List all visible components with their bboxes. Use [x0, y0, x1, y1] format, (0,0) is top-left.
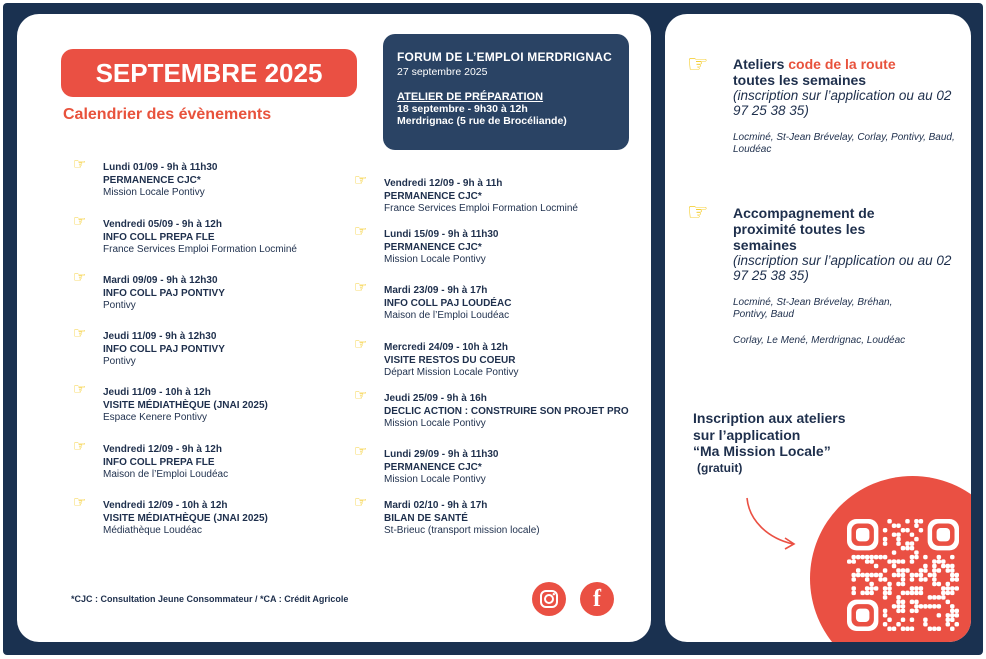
footnote: *CJC : Consultation Jeune Consommateur / *CA : Crédit Agricole [71, 594, 349, 604]
forum-atelier: ATELIER DE PRÉPARATION [397, 91, 544, 103]
pointing-hand-icon: ☞ [354, 336, 368, 353]
forum-box [383, 34, 629, 150]
event-item: ☞ Jeudi 11/09 - 9h à 12h30 INFO COLL PAJ PONTIVY Pontivy [73, 325, 225, 367]
forum-title: FORUM DE L’EMPLOI MERDRIGNAC [397, 50, 612, 64]
accompagnement-block [733, 205, 957, 347]
pointing-hand-icon: ☞ [354, 279, 368, 296]
event-item: ☞ Mardi 09/09 - 9h à 12h30 INFO COLL PAJ PONTIVY Pontivy [73, 269, 225, 311]
pointing-hand-icon: ☞ [73, 494, 87, 511]
pointing-hand-icon: ☞ [354, 387, 368, 404]
event-item: ☞ Mardi 02/10 - 9h à 17h BILAN DE SANTÉ St-Brieuc (transport mission locale) [354, 494, 540, 536]
pointing-hand-icon: ☞ [687, 199, 709, 226]
qr-code-icon[interactable] [847, 519, 959, 631]
code-route-block [733, 56, 957, 156]
forum-atelier-date: 18 septembre - 9h30 à 12h [397, 103, 528, 115]
event-item: ☞ Lundi 15/09 - 9h à 11h30 PERMANENCE CJC* Mission Locale Pontivy [354, 223, 499, 265]
pointing-hand-icon: ☞ [354, 494, 368, 511]
pointing-hand-icon: ☞ [354, 223, 368, 240]
pointing-hand-icon: ☞ [354, 443, 368, 460]
event-item: ☞ Vendredi 12/09 - 9h à 12h INFO COLL PREPA FLE Maison de l’Emploi Loudéac [73, 438, 229, 480]
pointing-hand-icon: ☞ [73, 438, 87, 455]
pointing-hand-icon: ☞ [354, 172, 368, 189]
event-item: ☞ Mardi 23/09 - 9h à 17h INFO COLL PAJ LOUDÉAC Maison de l’Emploi Loudéac [354, 279, 512, 321]
arrow-icon [741, 494, 801, 554]
accompagnement-places-2: Corlay, Le Mené, Merdrignac, Loudéac [733, 335, 906, 346]
event-item: ☞ Vendredi 05/09 - 9h à 12h INFO COLL PREPA FLE France Services Emploi Formation Locminé [73, 213, 297, 255]
event-item: ☞ Lundi 29/09 - 9h à 11h30 PERMANENCE CJC* Mission Locale Pontivy [354, 443, 499, 485]
forum-date: 27 septembre 2025 [397, 66, 488, 78]
pointing-hand-icon: ☞ [73, 213, 87, 230]
event-item: ☞ Vendredi 12/09 - 10h à 12h VISITE MÉDIATHÈQUE (JNAI 2025) Médiathèque Loudéac [73, 494, 268, 536]
code-route-subtitle: (inscription sur l’application ou au 02 97 25 38 35) [733, 88, 952, 118]
event-item: ☞ Jeudi 25/09 - 9h à 16h DECLIC ACTION : CONSTRUIRE SON PROJET PRO Mission Locale Pontivy [354, 387, 629, 429]
pointing-hand-icon: ☞ [73, 269, 87, 286]
instagram-icon[interactable] [532, 582, 566, 616]
pointing-hand-icon: ☞ [73, 381, 87, 398]
pointing-hand-icon: ☞ [687, 51, 709, 78]
code-route-places: Locminé, St-Jean Brévelay, Corlay, Pontivy, Baud, Loudéac [733, 132, 955, 155]
inscription-block: Inscription aux ateliers sur l’application “Ma Mission Locale” (gratuit) [693, 410, 846, 475]
forum-atelier-place: Merdrignac (5 rue de Brocéliande) [397, 115, 567, 127]
event-item: ☞ Lundi 01/09 - 9h à 11h30 PERMANENCE CJC* Mission Locale Pontivy [73, 156, 218, 198]
side-panel [665, 14, 971, 642]
facebook-icon[interactable]: f [580, 582, 614, 616]
event-item: ☞ Vendredi 12/09 - 9h à 11h PERMANENCE CJC* France Services Emploi Formation Locminé [354, 172, 578, 214]
calendar-subtitle: Calendrier des évènements [63, 106, 272, 123]
accompagnement-title: Accompagnement de proximité toutes les semaines [733, 205, 875, 253]
pointing-hand-icon: ☞ [73, 325, 87, 342]
event-item: ☞ Mercredi 24/09 - 10h à 12h VISITE RESTOS DU COEUR Départ Mission Locale Pontivy [354, 336, 519, 378]
code-route-title: Ateliers code de la route toutes les semaines [733, 56, 896, 88]
month-title: SEPTEMBRE 2025 [61, 49, 357, 97]
accompagnement-subtitle: (inscription sur l’application ou au 02 97 25 38 35) [733, 253, 952, 283]
event-item: ☞ Jeudi 11/09 - 10h à 12h VISITE MÉDIATHÈQUE (JNAI 2025) Espace Kenere Pontivy [73, 381, 268, 423]
pointing-hand-icon: ☞ [73, 156, 87, 173]
calendar-panel [17, 14, 651, 642]
accompagnement-places: Locminé, St-Jean Brévelay, Bréhan, Pontivy, Baud [733, 297, 893, 320]
